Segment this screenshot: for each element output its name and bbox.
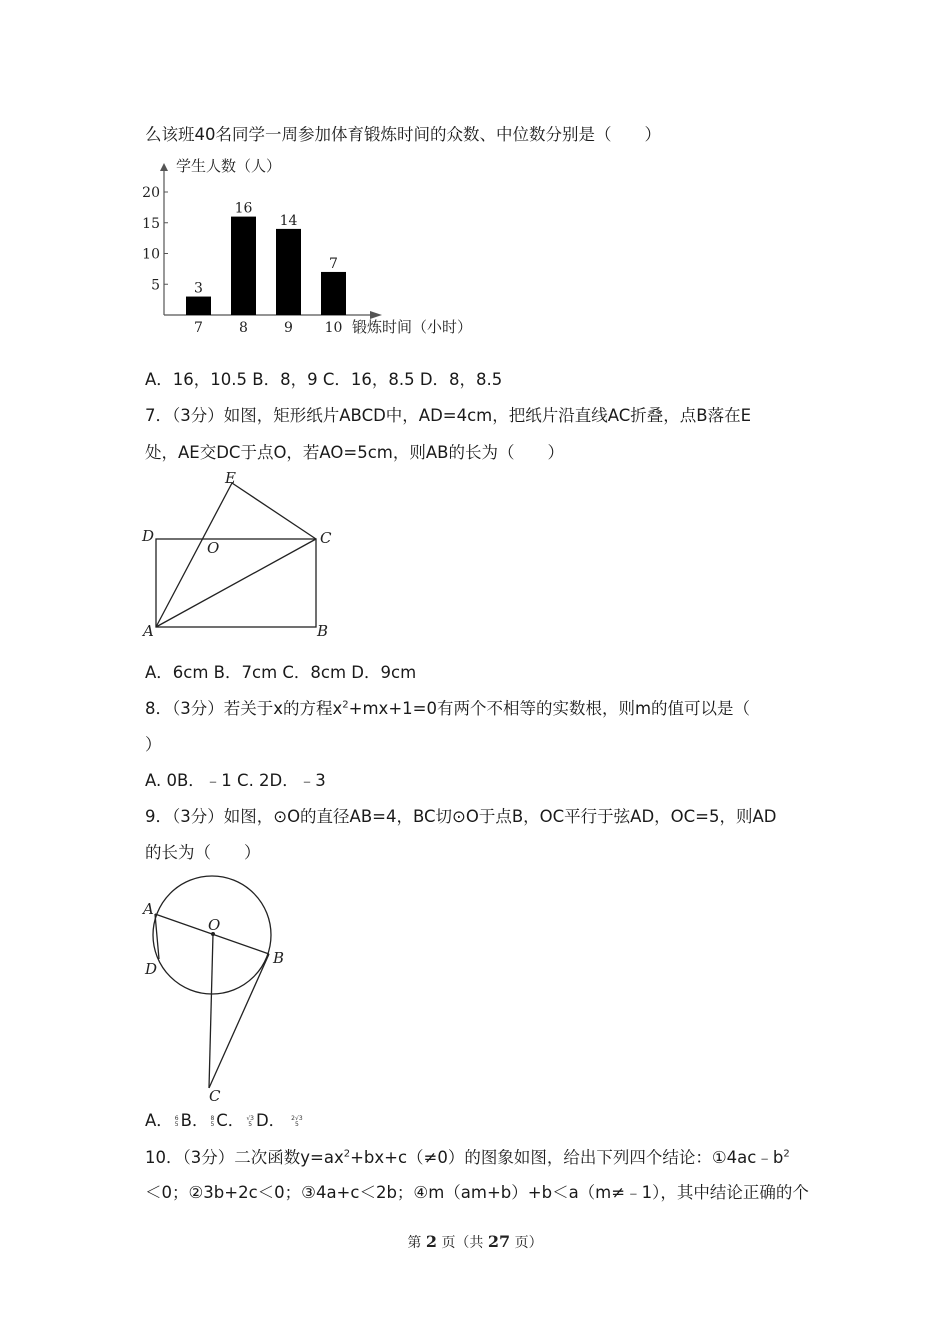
q10-line1 [145,1147,790,1169]
frac-c-den: 5 [248,1120,253,1128]
data-label: 7 [329,255,338,272]
q9-frac-d [291,1116,302,1128]
x-tick-label: 7 [194,320,203,336]
bar [276,229,301,315]
q9-line2: 的长为（ ） [145,843,261,862]
chart-xticks [194,320,342,336]
x-tick-label: 8 [239,320,248,336]
q6-options: A．16，10.5 B．8，9 C．16，8.5 D．8，8.5 [145,370,503,389]
chart-xlabel: 锻炼时间（小时） [352,318,473,336]
q9-opt-c: C． [216,1111,245,1130]
q8-line1 [145,698,750,720]
segment-oc [209,934,213,1088]
circle-tangent-figure [135,866,295,1106]
q9-opt-b: B． [180,1111,209,1130]
frac-d-den: 5 [294,1120,299,1128]
diagonal-ac [156,539,316,627]
label-c: C [320,529,332,547]
frac-b-num: 8 [210,1114,215,1122]
label-d: D [145,960,158,978]
q9-opt-d: D． [255,1111,286,1130]
q7-line1: 7．（3分）如图，矩形纸片ABCD中，AD=4cm，把纸片沿直线AC折叠，点B落在E [145,406,752,425]
data-label: 3 [194,280,203,297]
label-a: A [143,900,154,918]
data-label: 14 [279,212,298,229]
q7-line2: 处，AE交DC于点O，若AO=5cm，则AB的长为（ ） [145,443,564,462]
frac-b-den: 5 [210,1120,215,1128]
q6-stem-tail: 么该班40名同学一周参加体育锻炼时间的众数、中位数分别是（ ） [145,125,661,144]
footer-pre: 第 [407,1235,422,1251]
bar [321,272,346,315]
frac-d-num: 2√3 [291,1114,303,1122]
q9-line1: 9．（3分）如图，⊙O的直径AB=4，BC切⊙O于点B，OC平行于弦AD，OC=5，则AD [145,807,777,826]
footer-post: 页） [514,1235,543,1251]
data-label: 16 [234,200,253,217]
label-e: E [225,470,236,487]
q8-line1-b: +mx+1=0有两个不相等的实数根，则m的值可以是（ [348,699,751,718]
q8-line2: ） [145,735,162,754]
q9-options [145,1110,305,1132]
q9-frac-a [175,1116,179,1128]
frac-a-den: 5 [174,1120,179,1128]
frac-a-num: 6 [174,1114,179,1122]
label-a: A [143,622,154,640]
q8-options: A. 0B．﹣1 C. 2D．﹣3 [145,771,326,790]
y-axis-arrow [160,163,168,171]
y-tick-label: 20 [142,185,160,201]
label-c: C [209,1087,221,1105]
bar-chart [140,155,500,345]
q8-exponent: 2 [342,699,349,711]
y-tick-label: 5 [151,277,160,294]
footer-total: 27 [487,1232,511,1251]
tangent-bc [209,954,269,1088]
label-o: O [207,539,220,557]
label-d: D [142,527,155,545]
chart-bars [186,217,346,315]
q8-line1-a: 8．（3分）若关于x的方程x [145,699,343,718]
q10-exp2: 2 [783,1148,790,1160]
frac-c-num: √3 [246,1114,254,1122]
label-o: O [208,916,221,934]
label-b: B [317,622,329,640]
x-tick-label: 9 [284,320,293,336]
page-footer [0,1232,950,1252]
q10-line1-b: +bx+c（≠0）的图象如图，给出下列四个结论：①4ac﹣b [350,1148,784,1167]
q10-line1-a: 10．（3分）二次函数y=ax [145,1148,344,1167]
footer-page: 2 [425,1232,437,1251]
y-tick-label: 10 [142,246,160,263]
q10-exp1: 2 [343,1148,351,1160]
footer-mid: 页（共 [441,1235,484,1251]
bar [186,297,211,315]
chart-datalabels [194,201,338,297]
segment-ec [232,483,316,539]
q7-options: A．6cm B．7cm C．8cm D．9cm [145,663,417,682]
bar [231,217,256,315]
q9-frac-c [246,1116,254,1128]
x-tick-label: 10 [324,320,343,336]
q9-opt-a: A． [145,1111,173,1130]
chart-ylabel: 学生人数（人） [176,157,282,175]
rectangle-fold-figure [135,470,345,645]
y-tick-label: 15 [142,215,160,232]
q10-line2: ＜0；②3b+2c＜0；③4a+c＜2b；④m（am+b）+b＜a（m≠﹣1），其中结论正确的个 [145,1183,809,1202]
q9-frac-b [210,1116,214,1128]
label-b: B [273,949,285,967]
